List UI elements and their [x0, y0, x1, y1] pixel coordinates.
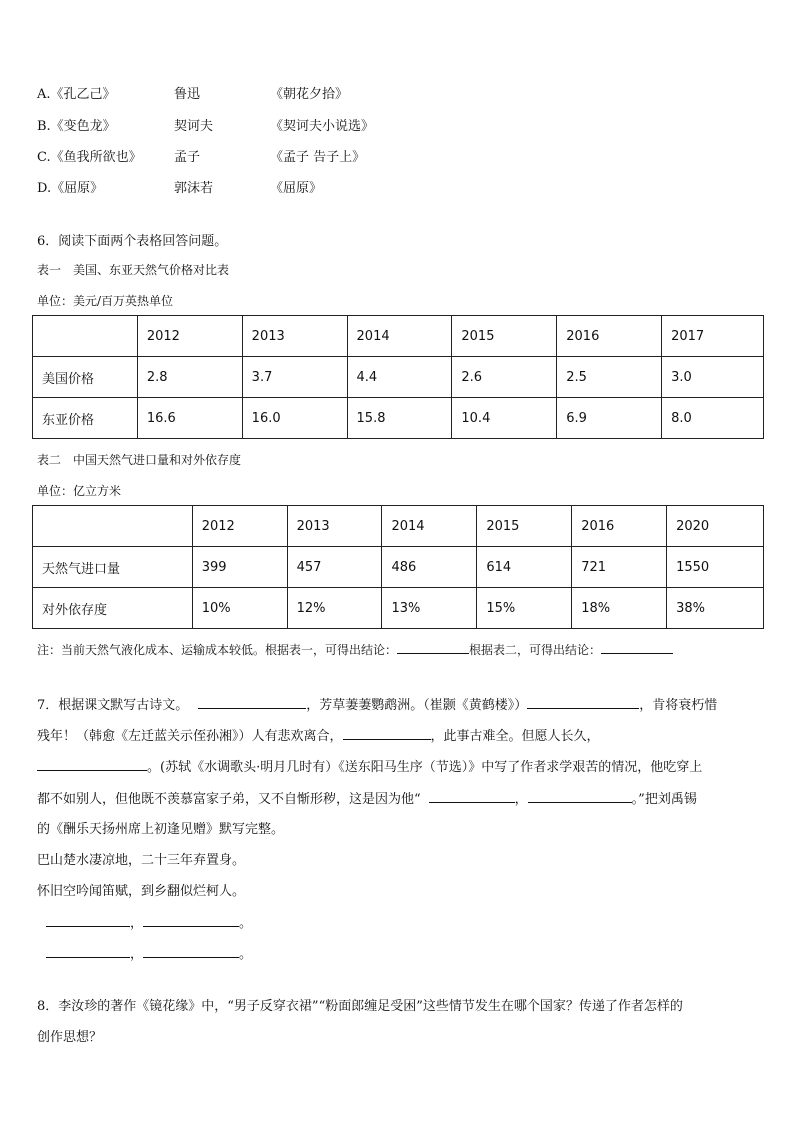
question-7-line-5: 的《酬乐天扬州席上初逢见赠》默写完整。: [37, 822, 285, 837]
table-cell: 38%: [667, 588, 764, 629]
table-row: [33, 398, 764, 439]
answer-blank[interactable]: [397, 641, 469, 654]
answer-blank[interactable]: [46, 914, 130, 927]
answer-blank[interactable]: [143, 945, 239, 958]
q7-text: ，芳草萋萋鹦鹉洲。（崔颢《黄鹤楼》）: [306, 698, 528, 713]
table-header-cell: 2017: [662, 316, 764, 357]
question-6-note: [37, 641, 673, 658]
table-header-cell: 2015: [452, 316, 557, 357]
answer-blank[interactable]: [429, 790, 515, 803]
q7-text: 7．根据课文默写古诗文。: [37, 698, 189, 713]
table-cell: 2.5: [557, 357, 662, 398]
option-collection: 《孟子 告子上》: [270, 150, 366, 165]
table-row: [33, 357, 764, 398]
option-label: B.《变色龙》: [37, 119, 116, 134]
table-row: [33, 547, 764, 588]
answer-blank[interactable]: [528, 790, 632, 803]
answer-blank[interactable]: [527, 696, 639, 709]
table-header-cell: 2013: [287, 506, 382, 547]
answer-blank[interactable]: [46, 945, 130, 958]
q7-text: ，肯将衰朽惜: [639, 698, 718, 713]
table-cell: 721: [572, 547, 667, 588]
option-label: A.《孔乙己》: [37, 87, 116, 102]
row-label: 天然气进口量: [33, 547, 193, 588]
question-7-line-4: [37, 788, 697, 807]
q7-comma: ，: [130, 947, 144, 962]
table-cell: 18%: [572, 588, 667, 629]
table-cell-empty: [33, 316, 138, 357]
poem-blank-line-2: [46, 943, 252, 962]
table-header-cell: 2012: [137, 316, 242, 357]
table1-unit: 单位：美元/百万英热单位: [37, 294, 174, 308]
table1: [32, 315, 764, 439]
poem-line-2: 怀旧空吟闻笛赋，到乡翻似烂柯人。: [37, 884, 246, 899]
option-collection: 《契诃夫小说选》: [270, 119, 375, 134]
table-cell: 1550: [667, 547, 764, 588]
table1-title: 表一 美国、东亚天然气价格对比表: [37, 263, 230, 277]
table-cell: 399: [192, 547, 287, 588]
question-6-stem: 6．阅读下面两个表格回答问题。: [37, 234, 228, 249]
option-author: 契诃夫: [174, 119, 214, 134]
option-author: 郭沫若: [174, 181, 214, 196]
table-cell: 3.0: [662, 357, 764, 398]
table-cell-empty: [33, 506, 193, 547]
option-label: D.《屈原》: [37, 181, 104, 196]
table-cell: 457: [287, 547, 382, 588]
table-cell: 4.4: [347, 357, 452, 398]
note-text-b: 根据表二，可得出结论：: [469, 643, 602, 657]
q7-text: 。”把刘禹锡: [631, 792, 697, 807]
q7-text: 都不如别人，但他既不羡慕富家子弟，又不自惭形秽，这是因为他“: [37, 792, 421, 807]
table-header-cell: 2014: [382, 506, 477, 547]
option-author: 孟子: [174, 150, 201, 165]
row-label: 东亚价格: [33, 398, 138, 439]
table-cell: 486: [382, 547, 477, 588]
table-header-cell: 2013: [242, 316, 347, 357]
note-text-a: 注：当前天然气液化成本、运输成本较低。根据表一，可得出结论：: [37, 643, 398, 657]
table-cell: 13%: [382, 588, 477, 629]
table-header-cell: 2020: [667, 506, 764, 547]
answer-blank[interactable]: [601, 641, 673, 654]
table-header-cell: 2012: [192, 506, 287, 547]
answer-blank[interactable]: [143, 914, 239, 927]
question-7-line-2: [37, 725, 600, 744]
row-label: 对外依存度: [33, 588, 193, 629]
table-row: [33, 588, 764, 629]
table-header-cell: 2016: [557, 316, 662, 357]
q7-text: ，: [514, 792, 528, 807]
table-header-cell: 2015: [477, 506, 572, 547]
question-8-line-2: 创作思想？: [37, 1030, 103, 1045]
table-header-row: [33, 316, 764, 357]
q7-period: 。: [239, 947, 253, 962]
table2-unit: 单位：亿立方米: [37, 484, 122, 498]
answer-blank[interactable]: [343, 727, 431, 740]
table-cell: 2.6: [452, 357, 557, 398]
question-7-line-1: [37, 694, 717, 713]
table-header-cell: 2016: [572, 506, 667, 547]
table2-title: 表二 中国天然气进口量和对外依存度: [37, 453, 242, 467]
q7-comma: ，: [130, 916, 144, 931]
table-cell: 2.8: [137, 357, 242, 398]
row-label: 美国价格: [33, 357, 138, 398]
option-collection: 《屈原》: [270, 181, 323, 196]
question-7-line-3: [37, 756, 702, 775]
answer-blank[interactable]: [198, 696, 306, 709]
table-header-row: [33, 506, 764, 547]
table-header-cell: 2014: [347, 316, 452, 357]
poem-line-1: 巴山楚水凄凉地，二十三年弃置身。: [37, 853, 246, 868]
poem-blank-line-1: [46, 912, 252, 931]
question-8-line-1: 8．李汝珍的著作《镜花缘》中，“男子反穿衣裙”“粉面郎缠足受困”这些情节发生在哪个国家？传递了作者怎样的: [37, 999, 683, 1014]
option-author: 鲁迅: [174, 87, 201, 102]
table-cell: 10.4: [452, 398, 557, 439]
option-collection: 《朝花夕拾》: [270, 87, 349, 102]
q7-text: 残年！（韩愈《左迁蓝关示侄孙湘》）人有悲欢离合，: [37, 729, 343, 744]
table-cell: 614: [477, 547, 572, 588]
table-cell: 15.8: [347, 398, 452, 439]
table-cell: 10%: [192, 588, 287, 629]
answer-blank[interactable]: [37, 758, 147, 771]
table2: [32, 505, 764, 629]
q7-text: 。(苏轼《水调歌头·明月几时有）《送东阳马生序（节选）》中写了作者求学艰苦的情况，他吃穿上: [147, 760, 703, 775]
table-cell: 15%: [477, 588, 572, 629]
q7-text: ，此事古难全。但愿人长久，: [430, 729, 600, 744]
q7-period: 。: [239, 916, 253, 931]
table-cell: 6.9: [557, 398, 662, 439]
table-cell: 16.0: [242, 398, 347, 439]
table-cell: 16.6: [137, 398, 242, 439]
table-cell: 3.7: [242, 357, 347, 398]
table-cell: 12%: [287, 588, 382, 629]
option-label: C.《鱼我所欲也》: [37, 150, 142, 165]
table-cell: 8.0: [662, 398, 764, 439]
